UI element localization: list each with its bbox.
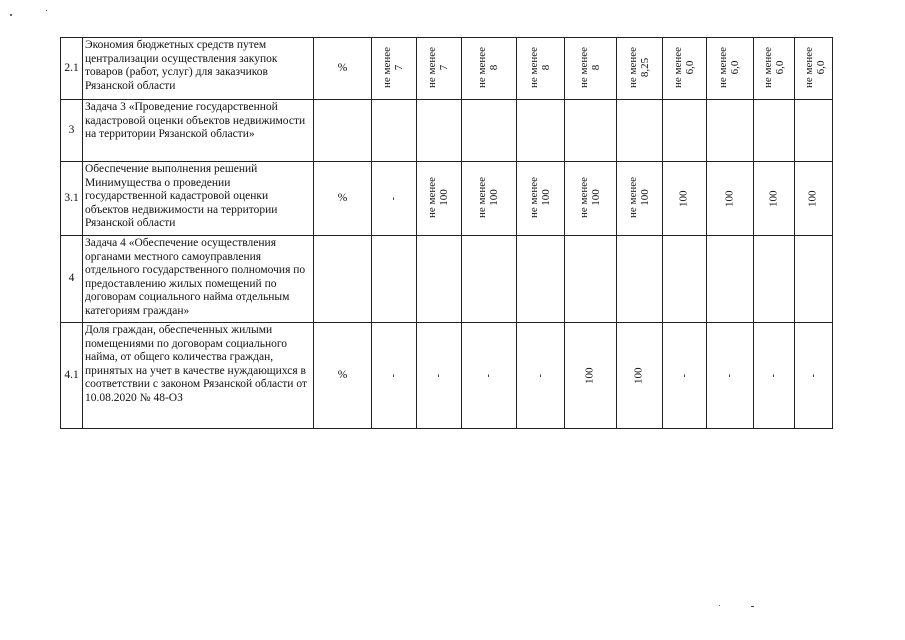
value-cell [517,323,565,429]
value-text [433,374,445,377]
value-line: не менее [381,47,394,89]
value-line: 6,0 [683,61,696,75]
value-line: 6,0 [773,61,786,75]
value-text [477,177,500,218]
value-cell [754,236,795,323]
value-text [388,197,400,200]
value-line: не менее [762,47,775,89]
value-text [763,47,786,88]
value-line: - [768,373,780,378]
value-cell [617,38,663,100]
value-line: не менее [717,47,730,89]
value-cell [372,323,417,429]
value-cell [663,236,707,323]
value-text [382,47,405,88]
value-line: 8 [539,65,552,71]
value-cell [663,323,707,429]
row-unit: % [314,162,372,236]
value-text [628,47,651,88]
value-cell [795,323,833,429]
value-cell [417,236,462,323]
value-cell [707,38,754,100]
value-line: не менее [626,177,639,219]
row-unit: % [314,323,372,429]
value-text [808,374,820,377]
value-cell [707,100,754,162]
value-line: 100 [723,190,736,207]
value-text [477,47,500,88]
value-cell [417,323,462,429]
value-line: - [724,373,736,378]
value-line: 8,25 [638,58,651,78]
value-line: 100 [767,190,780,207]
table-row [61,162,833,236]
row-number: 2.1 [61,38,83,100]
table-row [61,38,833,100]
value-text [724,190,736,207]
value-cell [372,236,417,323]
value-cell [417,162,462,236]
value-cell [462,38,517,100]
value-text [388,374,400,377]
value-text [768,190,780,207]
row-unit [314,100,372,162]
value-cell [795,38,833,100]
row-unit: % [314,38,372,100]
value-text [808,190,820,207]
value-line: - [388,196,400,201]
value-cell [617,100,663,162]
value-text [724,374,736,377]
value-cell [707,236,754,323]
value-line: 8 [589,65,602,71]
value-line: 100 [632,367,645,384]
value-cell [462,100,517,162]
row-description: Задача 3 «Проведение государственной кадастровой оценки объектов недвижимости на территории Рязанской области» [83,100,314,162]
value-text [628,177,651,218]
value-line: - [807,373,819,378]
value-cell [707,323,754,429]
value-line: не менее [626,47,639,89]
table-row [61,100,833,162]
value-cell [617,236,663,323]
value-line: - [678,373,690,378]
row-description: Обеспечение выполнения решений Минимущества о проведении государственной кадастровой оценки объектов недвижимости на территории Рязанской области [83,162,314,236]
value-cell [754,162,795,236]
value-cell [517,38,565,100]
value-line: 100 [487,189,500,207]
value-text [768,374,780,377]
value-text [679,190,691,207]
value-line: не менее [671,47,684,89]
value-line: не менее [476,177,489,219]
value-cell [462,236,517,323]
value-cell [617,323,663,429]
value-text [529,177,552,218]
value-cell [462,162,517,236]
value-cell [517,236,565,323]
value-line: - [433,373,445,378]
value-text [634,367,646,384]
value-cell [517,162,565,236]
value-line: 100 [677,190,690,207]
value-cell [754,38,795,100]
table-row [61,323,833,429]
value-cell [565,162,617,236]
value-line: 7 [437,65,450,71]
row-number: 4.1 [61,323,83,429]
value-line: 100 [583,367,596,384]
value-cell [565,323,617,429]
value-text [585,367,597,384]
value-line: 100 [638,189,651,207]
value-cell [372,100,417,162]
value-text [483,374,495,377]
value-line: не менее [476,47,489,89]
row-number: 3.1 [61,162,83,236]
value-cell [663,162,707,236]
value-cell [417,38,462,100]
value-text [679,374,691,377]
value-text [673,47,696,88]
value-cell [707,162,754,236]
row-description: Доля граждан, обеспеченных жилыми помещениями по договорам социального найма, от общего количества граждан, принятых на учет в качестве нуждающихся в соответствии с законом Рязанской области от 10.08.2020 № 48-ОЗ [83,323,314,429]
value-text [535,374,547,377]
value-line: не менее [527,47,540,89]
row-description: Экономия бюджетных средств путем централизации осуществления закупок товаров (работ, услуг) для заказчиков Рязанской области [83,38,314,100]
value-cell [565,236,617,323]
value-cell [754,323,795,429]
value-cell [795,236,833,323]
value-cell [663,100,707,162]
value-cell [565,38,617,100]
value-line: 7 [392,65,405,71]
table-body [61,38,833,429]
value-line: 100 [539,189,552,207]
value-line: 8 [487,65,500,71]
row-number: 3 [61,100,83,162]
value-line: не менее [577,47,590,89]
value-line: не менее [577,177,590,219]
value-line: - [388,373,400,378]
value-line: 100 [589,189,602,207]
value-line: - [534,373,546,378]
value-cell [462,323,517,429]
value-line: не менее [426,177,439,219]
table-row [61,236,833,323]
value-line: - [483,373,495,378]
value-cell [663,38,707,100]
value-line: не менее [527,177,540,219]
scan-speck [46,10,47,11]
value-cell [372,38,417,100]
row-number: 4 [61,236,83,323]
value-text [579,47,602,88]
value-cell [517,100,565,162]
value-text [529,47,552,88]
scan-speck [719,605,720,606]
value-cell [565,100,617,162]
value-cell [754,100,795,162]
row-description: Задача 4 «Обеспечение осуществления органами местного самоуправления отдельного государственного полномочия по предоставлению жилых помещений по договорам социального найма отдельным категориям граждан» [83,236,314,323]
value-line: не менее [803,47,816,89]
value-line: 100 [437,189,450,207]
value-text [804,47,827,88]
value-line: 6,0 [814,61,827,75]
value-text [579,177,602,218]
indicators-table [60,37,833,429]
value-cell [795,100,833,162]
value-text [427,177,450,218]
value-cell [617,162,663,236]
value-cell [417,100,462,162]
value-cell [372,162,417,236]
row-unit [314,236,372,323]
value-text [718,47,741,88]
value-line: не менее [426,47,439,89]
scan-speck [10,14,12,16]
value-line: 100 [806,190,819,207]
value-line: 6,0 [728,61,741,75]
scan-speck [751,606,754,607]
value-cell [795,162,833,236]
value-text [427,47,450,88]
